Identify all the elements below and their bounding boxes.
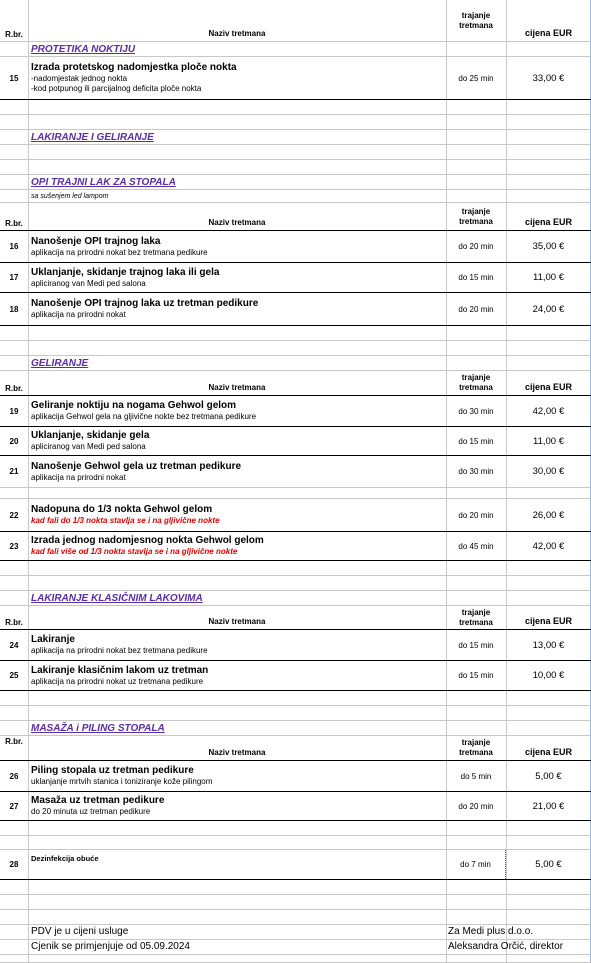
table-row (0, 630, 591, 661)
table-row (0, 427, 591, 456)
item-number: 19 (9, 406, 19, 416)
table-row (0, 57, 591, 100)
table-row (0, 263, 591, 293)
header-cijena: cijena EUR (524, 747, 573, 757)
header-naziv: Naziv tretmana (208, 218, 266, 227)
header-naziv: Naziv tretmana (208, 748, 266, 757)
item-duration: do 5 min (460, 771, 492, 781)
empty-row (0, 145, 591, 160)
header-cijena: cijena EUR (524, 28, 573, 38)
item-description: apliciranog van Medi ped salona (31, 442, 146, 451)
item-duration: do 15 min (458, 640, 494, 650)
item-description: aplikacija Gehwol gela na gljivične nokte bez tretmana pedikure (31, 412, 257, 421)
table-row (0, 499, 591, 532)
item-title: Dezinfekcija obuće (31, 854, 99, 863)
section-row (0, 42, 591, 57)
empty-row (0, 910, 591, 925)
section-row (0, 130, 591, 145)
table-row (0, 661, 591, 691)
table-row (0, 293, 591, 326)
item-title: Nanošenje Gehwol gela uz tretman pedikure (31, 460, 242, 472)
section-title-opi: OPI TRAJNI LAK ZA STOPALA (31, 176, 176, 188)
item-duration: do 30 min (458, 406, 494, 416)
empty-row (0, 115, 591, 130)
section-row (0, 721, 591, 736)
item-number: 28 (9, 860, 19, 869)
item-price: 13,00 € (532, 639, 565, 651)
item-price: 35,00 € (532, 241, 565, 252)
item-number: 24 (9, 640, 19, 650)
header-rbr: R.br. (5, 618, 23, 627)
item-number: 15 (9, 73, 19, 83)
item-title: Geliranje noktiju na nogama Gehwol gelom (31, 400, 237, 411)
item-description: aplikacija na prirodni nokat (31, 310, 126, 319)
table-header (0, 371, 591, 396)
footer-signatory: Aleksandra Orčić, direktor (448, 941, 564, 952)
item-description: kad fali do 1/3 nokta stavlja se i na gljivične nokte (31, 516, 220, 525)
item-description: do 20 minuta uz tretman pedikure (31, 807, 151, 816)
empty-row (0, 488, 591, 499)
header-rbr: R.br. (5, 737, 23, 746)
item-price: 30,00 € (532, 466, 565, 477)
header-trajanje: trajanje tretmana (459, 607, 493, 627)
item-description: uklanjanje mrtvih stanica i toniziranje kože pilingom (31, 777, 213, 786)
item-title: Uklanjanje, skidanje gela (31, 430, 150, 441)
item-title: Izrada protetskog nadomjestka ploče nokta (31, 62, 237, 73)
header-rbr: R.br. (5, 384, 23, 393)
item-duration: do 15 min (458, 436, 494, 446)
item-duration: do 7 min (446, 850, 506, 879)
item-price: 42,00 € (532, 540, 565, 552)
header-cijena: cijena EUR (524, 217, 573, 227)
header-trajanje: trajanje tretmana (459, 738, 493, 757)
item-number: 22 (9, 510, 19, 520)
footer-valid-from: Cjenik se primjenjuje od 05.09.2024 (31, 941, 190, 952)
table-row (0, 850, 591, 880)
section-title-geliranje: GELIRANJE (31, 357, 89, 369)
header-trajanje: trajanje tretmana (459, 10, 493, 30)
item-price: 21,00 € (532, 800, 565, 812)
empty-row (0, 821, 591, 836)
item-price: 33,00 € (532, 72, 565, 84)
section-title-lakiranje-geliranje: LAKIRANJE I GELIRANJE (31, 131, 154, 143)
item-duration: do 20 min (458, 304, 494, 314)
table-header (0, 606, 591, 630)
item-description: -nadomjestak jednog nokta (31, 74, 128, 83)
item-duration: do 20 min (458, 801, 494, 811)
header-naziv: Naziv tretmana (208, 383, 266, 392)
empty-row (0, 100, 591, 115)
section-note: sa sušenjem led lampom (31, 192, 109, 200)
item-number: 26 (9, 771, 19, 781)
table-header (0, 736, 591, 761)
table-row (0, 792, 591, 821)
item-number: 23 (9, 541, 19, 551)
item-duration: do 15 min (458, 273, 494, 282)
section-title-masaza: MASAŽA i PILING STOPALA (31, 722, 165, 734)
section-row (0, 591, 591, 606)
item-title: Piling stopala uz tretman pedikure (31, 765, 194, 776)
item-number: 27 (9, 801, 19, 811)
item-description: -kod potpunog ili parcijalnog deficita ploče nokta (31, 84, 202, 93)
header-trajanje: trajanje tretmana (459, 373, 493, 392)
item-number: 18 (9, 304, 19, 314)
item-price: 24,00 € (532, 303, 565, 315)
section-row (0, 175, 591, 190)
table-header (0, 203, 591, 231)
table-row (0, 456, 591, 488)
section-title-protetika: PROTETIKA NOKTIJU (31, 43, 136, 55)
table-row (0, 761, 591, 792)
header-naziv: Naziv tretmana (208, 29, 266, 38)
item-duration: do 20 min (458, 510, 494, 520)
item-title: Nadopuna do 1/3 nokta Gehwol gelom (31, 504, 213, 515)
item-description: aplikacija na prirodni nokat bez tretmana pedikure (31, 646, 208, 655)
footer-company: Za Medi plus d.o.o. (448, 926, 534, 937)
item-duration: do 45 min (458, 541, 494, 551)
item-description: apliciranog van Medi ped salona (31, 278, 146, 288)
item-price: 11,00 € (533, 272, 564, 283)
item-number: 20 (9, 436, 19, 446)
item-title: Uklanjanje, skidanje trajnog laka ili gela (31, 266, 220, 278)
empty-row (0, 576, 591, 591)
table-row (0, 396, 591, 427)
empty-row (0, 706, 591, 721)
item-title: Izrada jednog nadomjesnog nokta Gehwol gelom (31, 535, 264, 546)
item-title: Masaža uz tretman pedikure (31, 795, 165, 806)
section-title-klasicni: LAKIRANJE KLASIČNIM LAKOVIMA (31, 592, 203, 604)
item-number: 17 (9, 273, 19, 282)
footer-vat-note: PDV je u cijeni usluge (31, 926, 129, 937)
footer-row (0, 940, 591, 955)
empty-row (0, 691, 591, 706)
header-cijena: cijena EUR (524, 382, 573, 392)
item-description: kad fali više od 1/3 nokta stavlja se i na gljivične nokte (31, 547, 238, 556)
item-duration: do 30 min (458, 467, 494, 476)
item-price: 42,00 € (532, 405, 565, 417)
item-price: 10,00 € (532, 670, 565, 681)
item-description: aplikacija na prirodni nokat (31, 472, 126, 482)
empty-row (0, 955, 591, 963)
empty-row (0, 160, 591, 175)
item-title: Lakiranje klasičnim lakom uz tretman (31, 664, 209, 676)
item-number: 21 (9, 467, 19, 476)
empty-row (0, 836, 591, 850)
item-duration: do 20 min (458, 242, 494, 251)
item-description: aplikacija na prirodni nokat bez tretmana pedikure (31, 247, 208, 257)
item-price: 5,00 € (535, 859, 562, 870)
empty-row (0, 561, 591, 576)
footer-row (0, 925, 591, 940)
item-description: aplikacija na prirodni nokat uz tretmana pedikure (31, 676, 204, 686)
item-number: 16 (9, 242, 19, 251)
item-price: 26,00 € (532, 509, 565, 521)
empty-row (0, 341, 591, 356)
item-number: 25 (9, 671, 19, 680)
header-rbr: R.br. (5, 30, 23, 39)
table-row (0, 231, 591, 263)
section-row (0, 356, 591, 371)
item-price: 11,00 € (533, 435, 564, 447)
empty-row (0, 880, 591, 895)
item-title: Nanošenje OPI trajnog laka (31, 235, 161, 247)
header-naziv: Naziv tretmana (208, 617, 266, 626)
item-title: Lakiranje (31, 634, 75, 645)
header-trajanje: trajanje tretmana (459, 206, 493, 226)
empty-row (0, 326, 591, 341)
empty-row (0, 895, 591, 910)
header-rbr: R.br. (5, 219, 23, 228)
item-duration: do 25 min (458, 73, 494, 83)
table-header (0, 0, 591, 42)
header-cijena: cijena EUR (524, 616, 573, 626)
note-row (0, 190, 591, 203)
item-price: 5,00 € (535, 770, 562, 782)
item-title: Nanošenje OPI trajnog laka uz tretman pedikure (31, 298, 259, 309)
item-duration: do 15 min (458, 671, 494, 680)
table-row (0, 532, 591, 561)
